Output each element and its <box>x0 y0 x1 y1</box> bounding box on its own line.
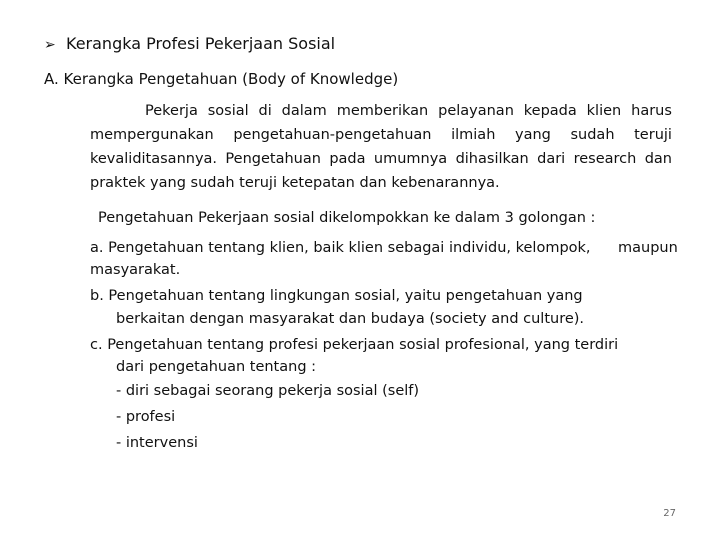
paragraph-line: praktek yang sudah teruji ketepatan dan kebenarannya. <box>90 175 500 191</box>
paragraph-line: Pekerja sosial di dalam memberikan pelayanan kepada klien harus <box>145 103 672 119</box>
group-a-line: a. Pengetahuan tentang klien, baik klien sebagai individu, kelompok, <box>90 240 591 256</box>
group-c-line: c. Pengetahuan tentang profesi pekerjaan sosial profesional, yang terdiri <box>90 337 619 353</box>
page-number: 27 <box>663 508 676 519</box>
group-a-line-end: maupun <box>618 240 678 256</box>
dash-list-item: - intervensi <box>116 435 198 451</box>
slide-title <box>44 34 335 53</box>
paragraph-line: kevaliditasannya. Pengetahuan pada umumnya dihasilkan dari research dan <box>90 151 672 167</box>
group-b-line: berkaitan dengan masyarakat dan budaya (society and culture). <box>116 311 585 327</box>
group-b-line: b. Pengetahuan tentang lingkungan sosial, yaitu pengetahuan yang <box>90 288 583 304</box>
paragraph-line: mempergunakan pengetahuan-pengetahuan ilmiah yang sudah teruji <box>90 127 672 143</box>
body-paragraph <box>90 99 672 195</box>
group-c-line: dari pengetahuan tentang : <box>116 359 317 375</box>
dash-list-item: - profesi <box>116 409 176 425</box>
section-a-title: A. Kerangka Pengetahuan (Body of Knowledge) <box>44 70 399 88</box>
dash-list-item: - diri sebagai seorang pekerja sosial (self) <box>116 383 420 399</box>
slide-title-text: Kerangka Profesi Pekerjaan Sosial <box>66 34 336 53</box>
arrow-bullet-icon: ➢ <box>44 37 56 53</box>
groups-intro: Pengetahuan Pekerjaan sosial dikelompokkan ke dalam 3 golongan : <box>98 210 596 226</box>
group-a-line: masyarakat. <box>90 262 181 278</box>
